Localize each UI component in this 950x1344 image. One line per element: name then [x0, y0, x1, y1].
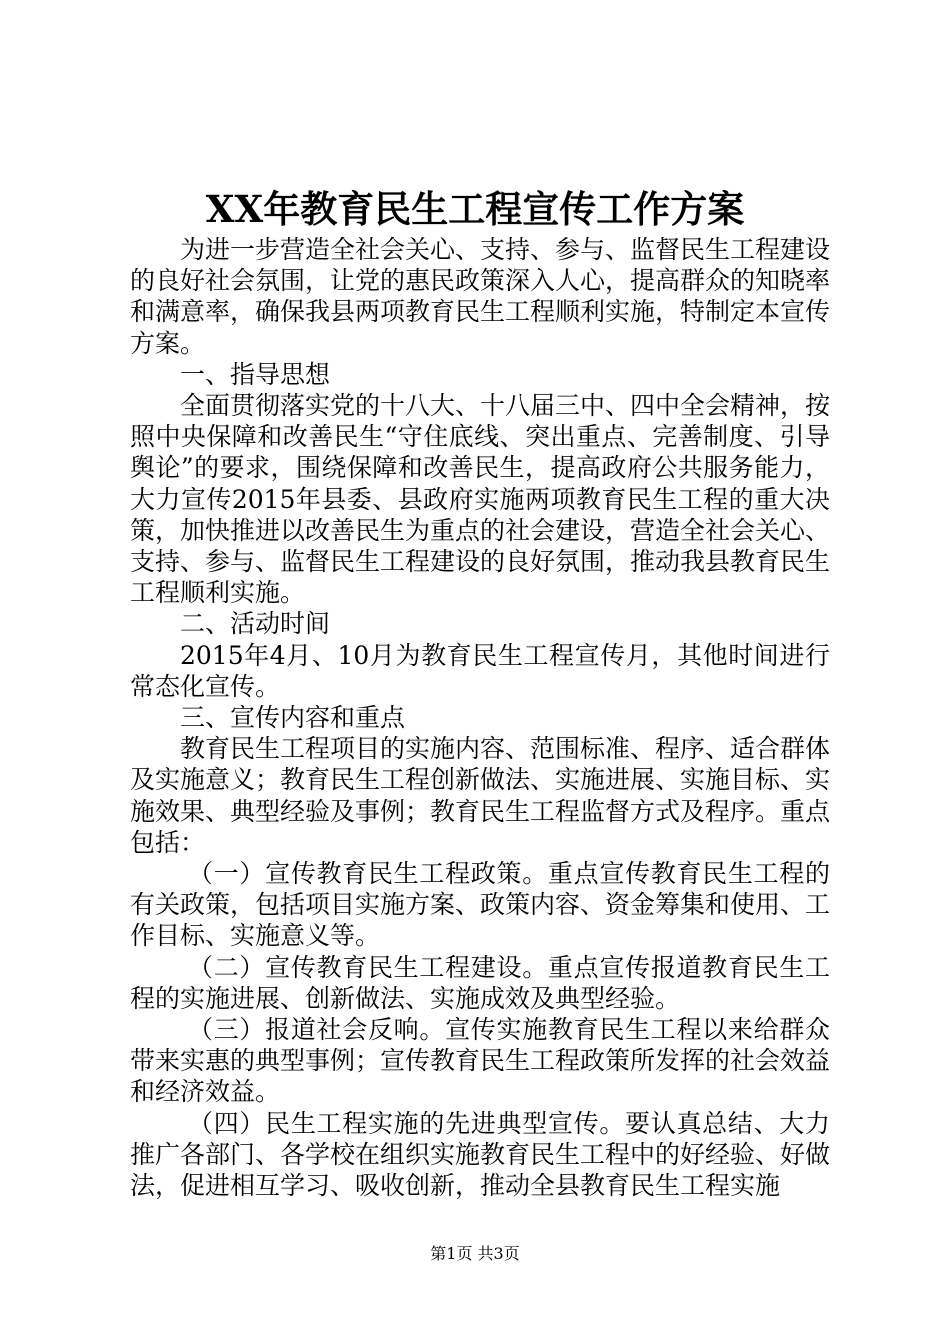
focus-item-3-paragraph: （三）报道社会反响。宣传实施教育民生工程以来给群众带来实惠的典型事例；宣传教育民生工程政策所发挥的社会效益和经济效益。	[130, 1015, 831, 1107]
document-body	[130, 234, 830, 1201]
page-number-footer: 第1页 共3页	[430, 1244, 520, 1263]
activity-time-paragraph: 2015年4月、10月为教育民生工程宣传月，其他时间进行常态化宣传。	[130, 640, 830, 701]
section-heading-content-focus: 三、宣传内容和重点	[180, 703, 406, 733]
guiding-ideology-paragraph: 全面贯彻落实党的十八大、十八届三中、四中全会精神，按照中央保障和改善民生“守住底线、突出重点、完善制度、引导舆论”的要求，围绕保障和改善民生，提高政府公共服务能力，大力宣传2015年县委、县政府实施两项教育民生工程的重大决策，加快推进以改善民生为重点的社会建设，营造全社会关心、支持、参与、监督民生工程建设的良好氛围，推动我县教育民生工程顺利实施。	[130, 391, 831, 608]
section-heading-activity-time: 二、活动时间	[180, 609, 331, 639]
content-focus-paragraph: 教育民生工程项目的实施内容、范围标准、程序、适合群体及实施意义；教育民生工程创新做法、实施进展、实施目标、实施效果、典型经验及事例；教育民生工程监督方式及程序。重点包括：	[130, 734, 831, 857]
document-title: XX年教育民生工程宣传工作方案	[205, 187, 745, 231]
focus-item-1-paragraph: （一）宣传教育民生工程政策。重点宣传教育民生工程的有关政策，包括项目实施方案、政策内容、资金筹集和使用、工作目标、实施意义等。	[130, 859, 831, 951]
focus-item-4-paragraph: （四）民生工程实施的先进典型宣传。要认真总结、大力推广各部门、各学校在组织实施教育民生工程中的好经验、好做法，促进相互学习、吸收创新，推动全县教育民生工程实施	[130, 1108, 831, 1201]
focus-item-2-paragraph: （二）宣传教育民生工程建设。重点宣传报道教育民生工程的实施进展、创新做法、实施成效及典型经验。	[130, 952, 830, 1013]
section-heading-guiding-ideology: 一、指导思想	[180, 359, 331, 389]
intro-paragraph: 为进一步营造全社会关心、支持、参与、监督民生工程建设的良好社会氛围，让党的惠民政策深入人心，提高群众的知晓率和满意率，确保我县两项教育民生工程顺利实施，特制定本宣传方案。	[130, 235, 831, 358]
